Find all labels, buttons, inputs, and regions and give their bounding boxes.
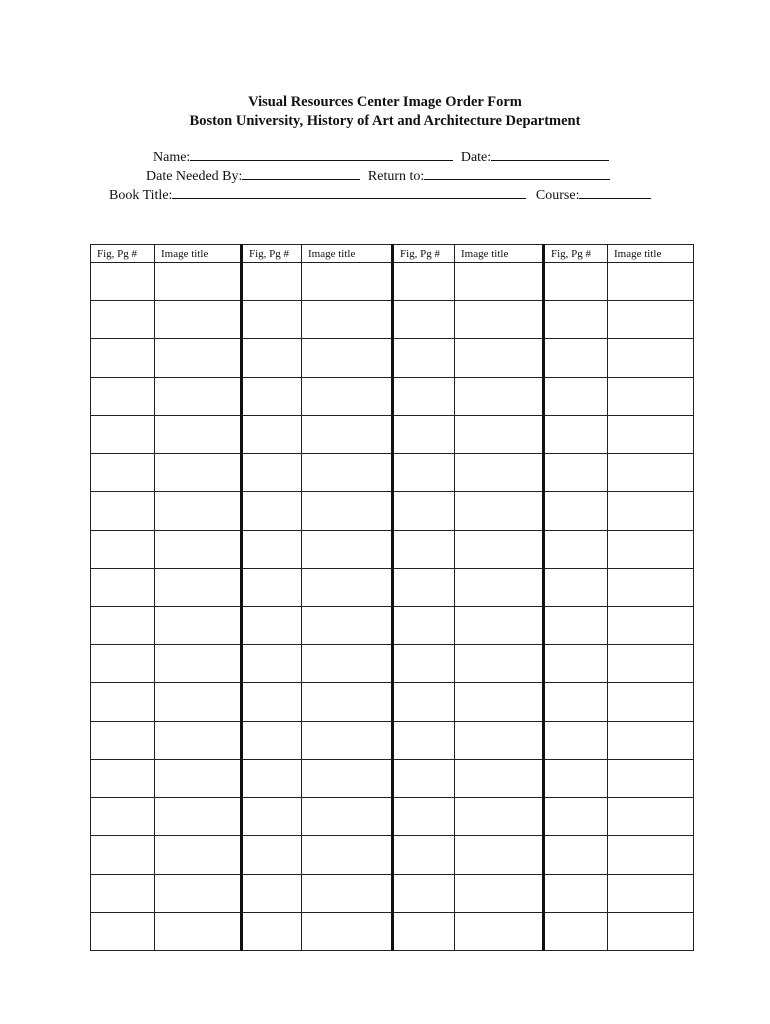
table-row: [91, 415, 694, 453]
image-title-cell[interactable]: [455, 263, 544, 301]
fig-pg-cell[interactable]: [544, 759, 608, 797]
fig-pg-cell[interactable]: [393, 301, 455, 339]
image-title-cell[interactable]: [455, 568, 544, 606]
fig-pg-cell[interactable]: [393, 377, 455, 415]
image-title-cell[interactable]: [155, 415, 242, 453]
table-row: [91, 530, 694, 568]
fig-pg-cell[interactable]: [393, 874, 455, 912]
image-title-cell[interactable]: [608, 759, 694, 797]
fig-pg-cell[interactable]: [91, 454, 155, 492]
fig-pg-cell[interactable]: [393, 263, 455, 301]
name-label: Name:: [153, 150, 191, 165]
image-title-cell[interactable]: [455, 492, 544, 530]
fig-pg-cell[interactable]: [544, 874, 608, 912]
image-title-cell[interactable]: [455, 606, 544, 644]
image-title-cell[interactable]: [302, 798, 393, 836]
course-field[interactable]: [579, 185, 651, 199]
fig-pg-cell[interactable]: [393, 683, 455, 721]
fig-pg-cell[interactable]: [544, 721, 608, 759]
column-header-image-title: Image title: [155, 245, 242, 263]
image-title-cell[interactable]: [455, 836, 544, 874]
image-title-cell[interactable]: [155, 263, 242, 301]
fig-pg-cell[interactable]: [393, 415, 455, 453]
image-title-cell[interactable]: [302, 454, 393, 492]
fig-pg-cell[interactable]: [544, 415, 608, 453]
fig-pg-cell[interactable]: [91, 759, 155, 797]
image-title-cell[interactable]: [155, 721, 242, 759]
image-title-cell[interactable]: [455, 377, 544, 415]
image-title-cell[interactable]: [608, 492, 694, 530]
fig-pg-cell[interactable]: [242, 492, 302, 530]
image-title-cell[interactable]: [155, 454, 242, 492]
book-title-label: Book Title:: [109, 188, 173, 203]
book-title-field[interactable]: [172, 185, 526, 199]
image-title-cell[interactable]: [302, 492, 393, 530]
column-header-fig-pg: Fig, Pg #: [544, 245, 608, 263]
fig-pg-cell[interactable]: [91, 683, 155, 721]
image-title-cell[interactable]: [608, 301, 694, 339]
image-title-cell[interactable]: [455, 530, 544, 568]
fig-pg-cell[interactable]: [242, 263, 302, 301]
date-field[interactable]: [491, 147, 609, 161]
column-header-fig-pg: Fig, Pg #: [91, 245, 155, 263]
fig-pg-cell[interactable]: [544, 339, 608, 377]
image-title-cell[interactable]: [155, 645, 242, 683]
image-title-cell[interactable]: [455, 301, 544, 339]
image-title-cell[interactable]: [608, 683, 694, 721]
fig-pg-cell[interactable]: [544, 492, 608, 530]
fig-pg-cell[interactable]: [91, 798, 155, 836]
fig-pg-cell[interactable]: [393, 530, 455, 568]
fig-pg-cell[interactable]: [242, 874, 302, 912]
column-header-image-title: Image title: [608, 245, 694, 263]
image-title-cell[interactable]: [155, 874, 242, 912]
table-row: [91, 568, 694, 606]
fig-pg-cell[interactable]: [91, 263, 155, 301]
fig-pg-cell[interactable]: [242, 683, 302, 721]
table-header-row: [91, 245, 694, 263]
image-title-cell[interactable]: [455, 683, 544, 721]
fig-pg-cell[interactable]: [393, 836, 455, 874]
fig-pg-cell[interactable]: [544, 377, 608, 415]
fig-pg-cell[interactable]: [544, 454, 608, 492]
date-label: Date:: [460, 150, 492, 165]
fig-pg-cell[interactable]: [393, 798, 455, 836]
table-row: [91, 263, 694, 301]
fig-pg-cell[interactable]: [544, 263, 608, 301]
image-title-cell[interactable]: [155, 912, 242, 950]
table-body: [91, 263, 694, 951]
image-title-cell[interactable]: [155, 377, 242, 415]
image-title-cell[interactable]: [608, 415, 694, 453]
image-title-cell[interactable]: [608, 454, 694, 492]
fig-pg-cell[interactable]: [393, 339, 455, 377]
fig-pg-cell[interactable]: [242, 301, 302, 339]
fig-pg-cell[interactable]: [242, 798, 302, 836]
image-title-cell[interactable]: [608, 568, 694, 606]
fig-pg-cell[interactable]: [91, 874, 155, 912]
form-title: Visual Resources Center Image Order Form: [248, 94, 522, 110]
fig-pg-cell[interactable]: [393, 759, 455, 797]
fig-pg-cell[interactable]: [242, 415, 302, 453]
image-title-cell[interactable]: [455, 912, 544, 950]
fig-pg-cell[interactable]: [544, 568, 608, 606]
table-row: [91, 645, 694, 683]
fig-pg-cell[interactable]: [393, 606, 455, 644]
fig-pg-cell[interactable]: [91, 606, 155, 644]
image-title-cell[interactable]: [302, 836, 393, 874]
fig-pg-cell[interactable]: [242, 377, 302, 415]
image-title-cell[interactable]: [455, 798, 544, 836]
fig-pg-cell[interactable]: [544, 606, 608, 644]
table-row: [91, 454, 694, 492]
table-row: [91, 683, 694, 721]
image-title-cell[interactable]: [155, 759, 242, 797]
image-title-cell[interactable]: [155, 492, 242, 530]
image-title-cell[interactable]: [155, 301, 242, 339]
image-order-table: [90, 244, 694, 951]
image-title-cell[interactable]: [608, 530, 694, 568]
image-title-cell[interactable]: [302, 759, 393, 797]
date-needed-return-row: [146, 166, 610, 186]
table-row: [91, 377, 694, 415]
column-header-image-title: Image title: [302, 245, 393, 263]
fig-pg-cell[interactable]: [242, 759, 302, 797]
fig-pg-cell[interactable]: [393, 645, 455, 683]
fig-pg-cell[interactable]: [544, 301, 608, 339]
image-title-cell[interactable]: [155, 798, 242, 836]
image-title-cell[interactable]: [155, 683, 242, 721]
image-title-cell[interactable]: [455, 721, 544, 759]
image-title-cell[interactable]: [608, 798, 694, 836]
image-title-cell[interactable]: [608, 645, 694, 683]
return-to-label: Return to:: [367, 169, 425, 184]
image-title-cell[interactable]: [455, 874, 544, 912]
image-title-cell[interactable]: [302, 874, 393, 912]
date-needed-field[interactable]: [242, 166, 360, 180]
image-title-cell[interactable]: [302, 263, 393, 301]
fig-pg-cell[interactable]: [393, 492, 455, 530]
book-course-row: [109, 185, 651, 205]
image-title-cell[interactable]: [608, 339, 694, 377]
fig-pg-cell[interactable]: [544, 836, 608, 874]
fig-pg-cell[interactable]: [91, 530, 155, 568]
image-title-cell[interactable]: [302, 530, 393, 568]
table-row: [91, 606, 694, 644]
image-title-cell[interactable]: [608, 874, 694, 912]
column-header-image-title: Image title: [455, 245, 544, 263]
table-row: [91, 721, 694, 759]
fig-pg-cell[interactable]: [91, 492, 155, 530]
course-label: Course:: [535, 188, 580, 203]
image-title-cell[interactable]: [155, 568, 242, 606]
date-needed-label: Date Needed By:: [146, 169, 243, 184]
image-title-cell[interactable]: [302, 301, 393, 339]
image-title-cell[interactable]: [302, 377, 393, 415]
fig-pg-cell[interactable]: [544, 645, 608, 683]
image-title-cell[interactable]: [455, 454, 544, 492]
fig-pg-cell[interactable]: [91, 721, 155, 759]
fig-pg-cell[interactable]: [91, 377, 155, 415]
image-title-cell[interactable]: [302, 606, 393, 644]
table-row: [91, 912, 694, 950]
image-title-cell[interactable]: [455, 415, 544, 453]
fig-pg-cell[interactable]: [242, 339, 302, 377]
image-title-cell[interactable]: [155, 836, 242, 874]
image-title-cell[interactable]: [302, 568, 393, 606]
column-header-fig-pg: Fig, Pg #: [393, 245, 455, 263]
image-title-cell[interactable]: [302, 339, 393, 377]
return-to-field[interactable]: [424, 166, 610, 180]
fig-pg-cell[interactable]: [91, 568, 155, 606]
fig-pg-cell[interactable]: [242, 454, 302, 492]
image-title-cell[interactable]: [455, 645, 544, 683]
image-title-cell[interactable]: [455, 759, 544, 797]
table-row: [91, 301, 694, 339]
fig-pg-cell[interactable]: [393, 912, 455, 950]
image-title-cell[interactable]: [608, 263, 694, 301]
fig-pg-cell[interactable]: [544, 798, 608, 836]
fig-pg-cell[interactable]: [242, 721, 302, 759]
form-subtitle: Boston University, History of Art and Architecture Department: [189, 113, 581, 129]
fig-pg-cell[interactable]: [393, 721, 455, 759]
fig-pg-cell[interactable]: [393, 568, 455, 606]
fig-pg-cell[interactable]: [91, 645, 155, 683]
table-row: [91, 874, 694, 912]
image-title-cell[interactable]: [608, 377, 694, 415]
table-row: [91, 836, 694, 874]
fig-pg-cell[interactable]: [242, 530, 302, 568]
fig-pg-cell[interactable]: [242, 912, 302, 950]
name-field[interactable]: [190, 147, 453, 161]
table-row: [91, 339, 694, 377]
image-title-cell[interactable]: [302, 645, 393, 683]
image-title-cell[interactable]: [455, 339, 544, 377]
image-title-cell[interactable]: [608, 836, 694, 874]
fig-pg-cell[interactable]: [544, 912, 608, 950]
image-title-cell[interactable]: [302, 683, 393, 721]
fig-pg-cell[interactable]: [91, 912, 155, 950]
fig-pg-cell[interactable]: [544, 683, 608, 721]
fig-pg-cell[interactable]: [242, 836, 302, 874]
image-title-cell[interactable]: [608, 606, 694, 644]
fig-pg-cell[interactable]: [393, 454, 455, 492]
image-title-cell[interactable]: [155, 530, 242, 568]
image-title-cell[interactable]: [608, 721, 694, 759]
fig-pg-cell[interactable]: [242, 606, 302, 644]
table-row: [91, 492, 694, 530]
name-date-row: [153, 147, 609, 167]
image-title-cell[interactable]: [302, 912, 393, 950]
table-row: [91, 759, 694, 797]
fig-pg-cell[interactable]: [91, 339, 155, 377]
fig-pg-cell[interactable]: [91, 415, 155, 453]
image-title-cell[interactable]: [302, 721, 393, 759]
fig-pg-cell[interactable]: [91, 836, 155, 874]
fig-pg-cell[interactable]: [544, 530, 608, 568]
fig-pg-cell[interactable]: [242, 568, 302, 606]
image-title-cell[interactable]: [155, 606, 242, 644]
table-row: [91, 798, 694, 836]
fig-pg-cell[interactable]: [242, 645, 302, 683]
image-title-cell[interactable]: [608, 912, 694, 950]
image-title-cell[interactable]: [155, 339, 242, 377]
image-title-cell[interactable]: [302, 415, 393, 453]
fig-pg-cell[interactable]: [91, 301, 155, 339]
column-header-fig-pg: Fig, Pg #: [242, 245, 302, 263]
